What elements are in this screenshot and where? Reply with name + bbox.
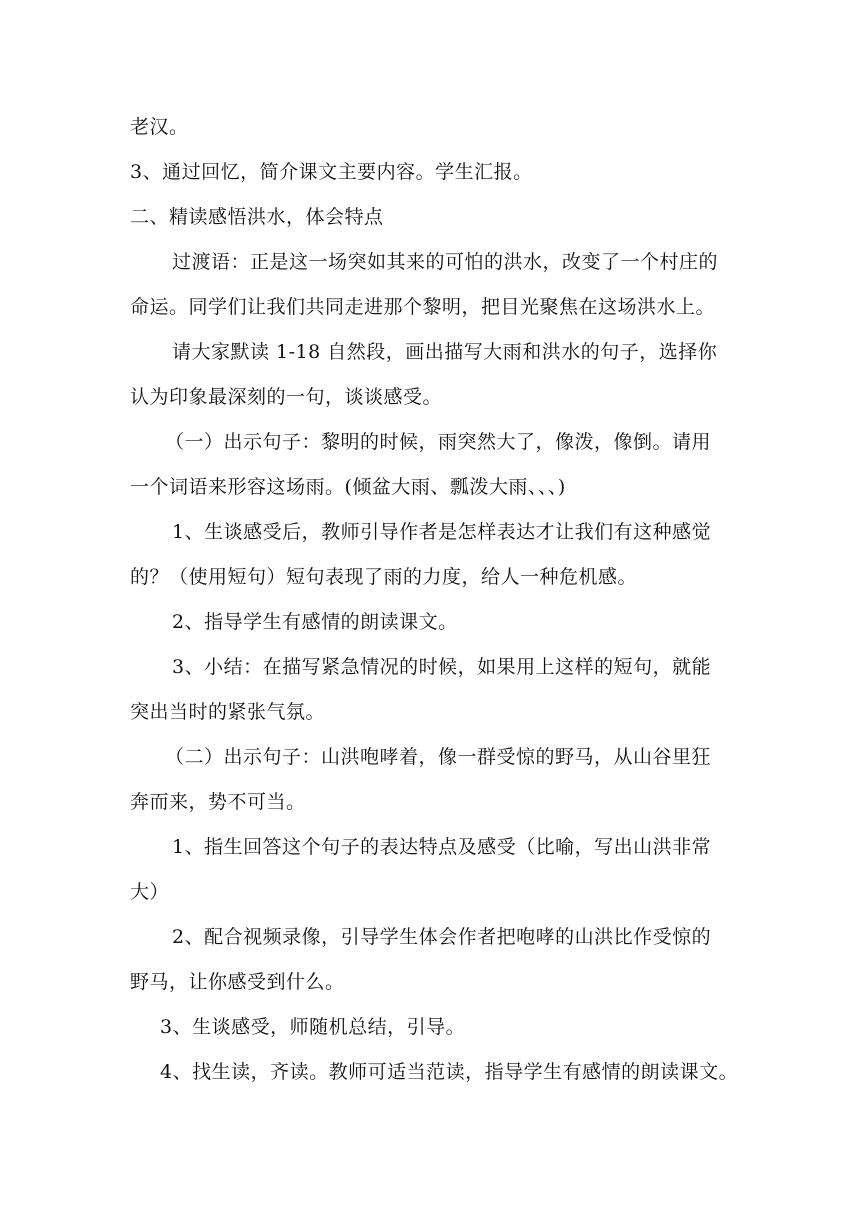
text-line: 奔而来，势不可当。 [130,791,306,813]
text-line: 命运。同学们让我们共同走进那个黎明，把目光聚焦在这场洪水上。 [130,296,716,318]
text-line: （一）出示句子：黎明的时候，雨突然大了，像泼，像倒。请用 [165,431,712,453]
text-line: 1、生谈感受后，教师引导作者是怎样表达才让我们有这种感觉 [172,521,712,543]
text-line: 3、通过回忆，简介课文主要内容。学生汇报。 [130,161,533,183]
text-line: 突出当时的紧张气氛。 [130,701,326,723]
text-line: 请大家默读 1-18 自然段，画出描写大雨和洪水的句子，选择你 [172,341,718,363]
text-line: 1、指生回答这个句子的表达特点及感受（比喻，写出山洪非常 [172,836,712,858]
text-line: 2、指导学生有感情的朗读课文。 [172,611,458,633]
text-line: 4、找生读，齐读。教师可适当范读，指导学生有感情的朗读课文。 [160,1061,739,1083]
text-line: 野马，让你感受到什么。 [130,971,345,993]
text-line: 过渡语：正是这一场突如其来的可怕的洪水，改变了一个村庄的 [172,251,719,273]
text-line: （二）出示句子：山洪咆哮着，像一群受惊的野马，从山谷里狂 [165,746,712,768]
text-line: 一个词语来形容这场雨。(倾盆大雨、瓢泼大雨、、、) [130,476,566,498]
section-heading: 二、精读感悟洪水，体会特点 [130,206,384,228]
text-line: 的？（使用短句）短句表现了雨的力度，给人一种危机感。 [130,566,638,588]
text-line: 大） [130,881,170,903]
text-line: 老汉。 [130,116,189,138]
text-line: 认为印象最深刻的一句，谈谈感受。 [130,386,443,408]
text-line: 3、小结：在描写紧急情况的时候，如果用上这样的短句，就能 [172,656,712,678]
text-line: 3、生谈感受，师随机总结，引导。 [160,1016,466,1038]
text-line: 2、配合视频录像，引导学生体会作者把咆哮的山洪比作受惊的 [172,926,712,948]
